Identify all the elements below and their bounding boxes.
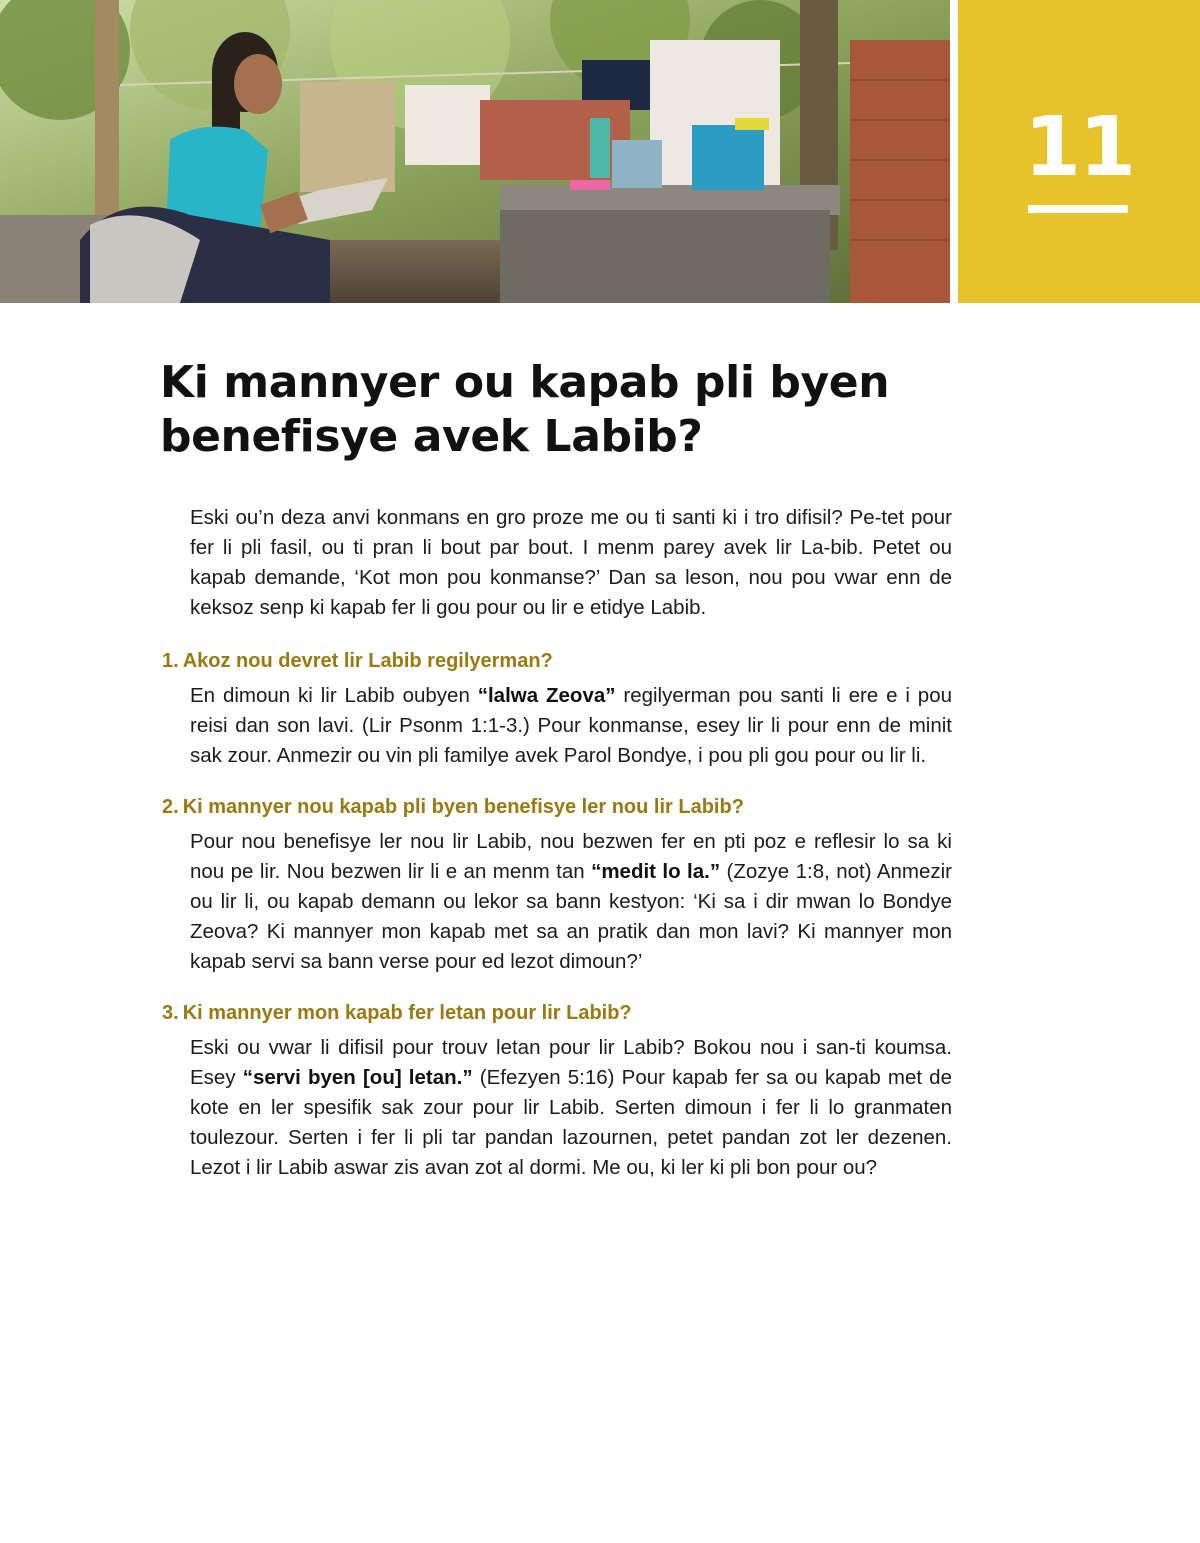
answer-text: (Zozye 1:8, not) Anmezir ou lir li, ou kapab demann ou lekor sa bann kestyon: ‘Ki sa i dir mwan lo Bondye Zeova? Ki mannyer mon kapab met sa an pratik dan mon lavi? Ki mannyer mon kapab servi sa bann verse pour ed lezot dimoun?’	[190, 860, 953, 973]
question-text: Akoz nou devret lir Labib regilyerman?	[182, 650, 553, 672]
answer-text: regilyerman pou santi li ere e i pou reisi dan son lavi. (Lir Psonm 1:1-3.) Pour konmanse, esey lir li pour enn de minit sak zour. Anmezir ou vin pli familye avek Parol Bondye, i pou pli gou pour ou lir li.	[190, 684, 953, 767]
section-3	[162, 998, 952, 1183]
intro-paragraph: Eski ou’n deza anvi konmans en gro proze me ou ti santi ki i tro difisil? Pe-tet pour fer li pli fasil, ou ti pran li bout par bout. I menm parey avek lir La-bib. Petet ou kapab demande, ‘Kot mon pou konmanse?’ Dan sa leson, nou pou vwar enn de keksoz senp ki kapab fer li gou pour ou lir e etidye Labib.	[190, 506, 952, 619]
woman-reading-bible-photo	[0, 0, 950, 303]
question-text: Ki mannyer mon kapab fer letan pour lir Labib?	[182, 1002, 632, 1024]
answer-text: Eski ou vwar li difisil pour trouv letan pour lir Labib? Bokou nou i san-ti koumsa. Esey	[190, 1036, 952, 1089]
question-text: Ki mannyer nou kapab pli byen benefisye ler nou lir Labib?	[182, 796, 744, 818]
lesson-number-box	[958, 0, 1200, 303]
scripture-quote: “medit lo la.”	[591, 860, 721, 883]
question-heading	[162, 646, 952, 676]
answer-text: Pour nou benefisye ler nou lir Labib, nou bezwen fer en pti poz e reflesir lo sa ki nou pe lir. Nou bezwen lir li e an menm tan	[190, 830, 952, 883]
section-1	[162, 646, 952, 771]
answer-paragraph	[190, 827, 952, 977]
answer-paragraph	[190, 1033, 952, 1183]
page-title	[160, 356, 960, 464]
lesson-number: 11	[1023, 100, 1135, 195]
lesson-content	[162, 503, 952, 1183]
scripture-quote: “lalwa Zeova”	[477, 684, 616, 707]
page-title-line-1: Ki mannyer ou kapab pli byen	[160, 357, 890, 408]
question-number: 1.	[162, 650, 179, 672]
question-heading	[162, 998, 952, 1028]
page-title-line-2: benefisye avek Labib?	[160, 411, 703, 462]
header-photo	[0, 0, 950, 303]
question-heading	[162, 792, 952, 822]
answer-text: (Efezyen 5:16) Pour kapab fer sa ou kapab met de kote en ler spesifik sak zour pour lir Labib. Serten dimoun i fer li lo granmaten toulezour. Serten i fer li pli tar pandan lazournen, petet pandan zot ler dezenen. Lezot i lir Labib aswar zis avan zot al dormi. Me ou, ki ler ki pli bon pour ou?	[190, 1066, 952, 1179]
scripture-quote: “servi byen [ou] letan.”	[242, 1066, 473, 1089]
header-divider	[950, 0, 958, 303]
question-number: 3.	[162, 1002, 179, 1024]
answer-text: En dimoun ki lir Labib oubyen	[190, 684, 478, 707]
question-number: 2.	[162, 796, 179, 818]
section-2	[162, 792, 952, 977]
answer-paragraph	[190, 681, 952, 771]
lesson-number-underline	[1028, 205, 1128, 213]
